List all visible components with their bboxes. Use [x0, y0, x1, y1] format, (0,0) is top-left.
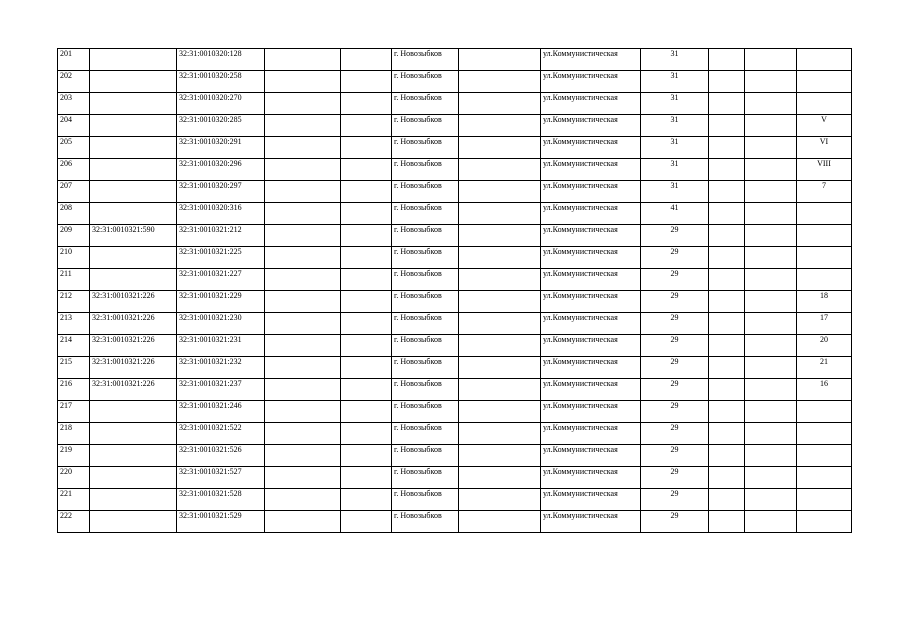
- street-cell: ул.Коммунистическая: [541, 49, 641, 71]
- empty-cell: [341, 115, 392, 137]
- house-number-cell: 41: [641, 203, 709, 225]
- empty-cell: [459, 445, 541, 467]
- table-row: [58, 115, 852, 137]
- empty-cell: [265, 445, 341, 467]
- empty-cell: [265, 49, 341, 71]
- city-cell: г. Новозыбков: [392, 49, 459, 71]
- parent-cadastral-cell: [90, 423, 177, 445]
- parent-cadastral-cell: 32:31:0010321:590: [90, 225, 177, 247]
- empty-cell: [709, 467, 745, 489]
- table-row: [58, 225, 852, 247]
- parent-cadastral-cell: [90, 49, 177, 71]
- empty-cell: [709, 181, 745, 203]
- empty-cell: [459, 203, 541, 225]
- table-row: [58, 203, 852, 225]
- row-number-cell: 206: [58, 159, 90, 181]
- empty-cell: [709, 203, 745, 225]
- empty-cell: [745, 357, 797, 379]
- empty-cell: [341, 401, 392, 423]
- house-number-cell: 29: [641, 401, 709, 423]
- city-cell: г. Новозыбков: [392, 357, 459, 379]
- empty-cell: [341, 423, 392, 445]
- empty-cell: [459, 71, 541, 93]
- empty-cell: [265, 489, 341, 511]
- room-number-cell: [797, 71, 852, 93]
- street-cell: ул.Коммунистическая: [541, 423, 641, 445]
- cadastral-number-cell: 32:31:0010320:296: [177, 159, 265, 181]
- empty-cell: [709, 423, 745, 445]
- city-cell: г. Новозыбков: [392, 159, 459, 181]
- empty-cell: [341, 247, 392, 269]
- row-number-cell: 222: [58, 511, 90, 533]
- room-number-cell: [797, 247, 852, 269]
- empty-cell: [709, 357, 745, 379]
- street-cell: ул.Коммунистическая: [541, 467, 641, 489]
- room-number-cell: [797, 489, 852, 511]
- empty-cell: [745, 247, 797, 269]
- parent-cadastral-cell: [90, 269, 177, 291]
- street-cell: ул.Коммунистическая: [541, 93, 641, 115]
- row-number-cell: 219: [58, 445, 90, 467]
- row-number-cell: 205: [58, 137, 90, 159]
- street-cell: ул.Коммунистическая: [541, 203, 641, 225]
- street-cell: ул.Коммунистическая: [541, 401, 641, 423]
- row-number-cell: 213: [58, 313, 90, 335]
- street-cell: ул.Коммунистическая: [541, 291, 641, 313]
- house-number-cell: 31: [641, 71, 709, 93]
- empty-cell: [459, 291, 541, 313]
- room-number-cell: 21: [797, 357, 852, 379]
- cadastral-number-cell: 32:31:0010321:528: [177, 489, 265, 511]
- table-row: [58, 357, 852, 379]
- empty-cell: [341, 159, 392, 181]
- parent-cadastral-cell: 32:31:0010321:226: [90, 357, 177, 379]
- room-number-cell: VI: [797, 137, 852, 159]
- empty-cell: [265, 401, 341, 423]
- street-cell: ул.Коммунистическая: [541, 181, 641, 203]
- empty-cell: [745, 203, 797, 225]
- empty-cell: [745, 93, 797, 115]
- empty-cell: [745, 335, 797, 357]
- cadastral-number-cell: 32:31:0010321:212: [177, 225, 265, 247]
- empty-cell: [709, 511, 745, 533]
- table-row: [58, 269, 852, 291]
- street-cell: ул.Коммунистическая: [541, 489, 641, 511]
- empty-cell: [745, 489, 797, 511]
- street-cell: ул.Коммунистическая: [541, 247, 641, 269]
- house-number-cell: 29: [641, 467, 709, 489]
- house-number-cell: 31: [641, 115, 709, 137]
- table-row: [58, 137, 852, 159]
- house-number-cell: 29: [641, 357, 709, 379]
- street-cell: ул.Коммунистическая: [541, 71, 641, 93]
- empty-cell: [745, 269, 797, 291]
- street-cell: ул.Коммунистическая: [541, 445, 641, 467]
- parent-cadastral-cell: [90, 445, 177, 467]
- empty-cell: [745, 225, 797, 247]
- parent-cadastral-cell: 32:31:0010321:226: [90, 313, 177, 335]
- city-cell: г. Новозыбков: [392, 71, 459, 93]
- city-cell: г. Новозыбков: [392, 401, 459, 423]
- city-cell: г. Новозыбков: [392, 269, 459, 291]
- empty-cell: [709, 379, 745, 401]
- parent-cadastral-cell: [90, 203, 177, 225]
- empty-cell: [745, 313, 797, 335]
- empty-cell: [265, 357, 341, 379]
- empty-cell: [745, 445, 797, 467]
- cadastral-number-cell: 32:31:0010321:227: [177, 269, 265, 291]
- cadastral-number-cell: 32:31:0010320:258: [177, 71, 265, 93]
- cadastral-number-cell: 32:31:0010321:529: [177, 511, 265, 533]
- empty-cell: [709, 291, 745, 313]
- row-number-cell: 216: [58, 379, 90, 401]
- house-number-cell: 29: [641, 269, 709, 291]
- parent-cadastral-cell: [90, 93, 177, 115]
- empty-cell: [709, 445, 745, 467]
- cadastral-number-cell: 32:31:0010321:526: [177, 445, 265, 467]
- table-row: [58, 291, 852, 313]
- city-cell: г. Новозыбков: [392, 467, 459, 489]
- city-cell: г. Новозыбков: [392, 291, 459, 313]
- city-cell: г. Новозыбков: [392, 313, 459, 335]
- table-row: [58, 511, 852, 533]
- table-row: [58, 93, 852, 115]
- row-number-cell: 220: [58, 467, 90, 489]
- empty-cell: [459, 313, 541, 335]
- house-number-cell: 29: [641, 335, 709, 357]
- room-number-cell: 18: [797, 291, 852, 313]
- house-number-cell: 31: [641, 137, 709, 159]
- cadastral-number-cell: 32:31:0010321:246: [177, 401, 265, 423]
- empty-cell: [745, 181, 797, 203]
- row-number-cell: 201: [58, 49, 90, 71]
- empty-cell: [341, 291, 392, 313]
- empty-cell: [341, 93, 392, 115]
- city-cell: г. Новозыбков: [392, 335, 459, 357]
- parent-cadastral-cell: [90, 137, 177, 159]
- parent-cadastral-cell: [90, 489, 177, 511]
- empty-cell: [709, 71, 745, 93]
- table-row: [58, 335, 852, 357]
- empty-cell: [265, 379, 341, 401]
- empty-cell: [459, 511, 541, 533]
- empty-cell: [459, 181, 541, 203]
- street-cell: ул.Коммунистическая: [541, 379, 641, 401]
- empty-cell: [745, 423, 797, 445]
- parent-cadastral-cell: [90, 511, 177, 533]
- house-number-cell: 29: [641, 511, 709, 533]
- empty-cell: [459, 401, 541, 423]
- cadastral-number-cell: 32:31:0010320:285: [177, 115, 265, 137]
- city-cell: г. Новозыбков: [392, 489, 459, 511]
- empty-cell: [265, 203, 341, 225]
- cadastral-number-cell: 32:31:0010321:229: [177, 291, 265, 313]
- empty-cell: [459, 489, 541, 511]
- room-number-cell: 20: [797, 335, 852, 357]
- empty-cell: [265, 511, 341, 533]
- row-number-cell: 209: [58, 225, 90, 247]
- empty-cell: [341, 445, 392, 467]
- row-number-cell: 208: [58, 203, 90, 225]
- room-number-cell: [797, 225, 852, 247]
- table-row: [58, 467, 852, 489]
- cadastral-number-cell: 32:31:0010321:225: [177, 247, 265, 269]
- empty-cell: [709, 313, 745, 335]
- row-number-cell: 214: [58, 335, 90, 357]
- empty-cell: [265, 159, 341, 181]
- city-cell: г. Новозыбков: [392, 423, 459, 445]
- house-number-cell: 31: [641, 159, 709, 181]
- empty-cell: [459, 115, 541, 137]
- empty-cell: [341, 379, 392, 401]
- empty-cell: [459, 93, 541, 115]
- empty-cell: [745, 467, 797, 489]
- empty-cell: [265, 335, 341, 357]
- table-row: [58, 401, 852, 423]
- empty-cell: [745, 49, 797, 71]
- city-cell: г. Новозыбков: [392, 379, 459, 401]
- empty-cell: [745, 115, 797, 137]
- empty-cell: [265, 467, 341, 489]
- row-number-cell: 211: [58, 269, 90, 291]
- room-number-cell: [797, 467, 852, 489]
- room-number-cell: VIII: [797, 159, 852, 181]
- room-number-cell: [797, 49, 852, 71]
- room-number-cell: 17: [797, 313, 852, 335]
- cadastral-number-cell: 32:31:0010321:232: [177, 357, 265, 379]
- empty-cell: [745, 291, 797, 313]
- street-cell: ул.Коммунистическая: [541, 511, 641, 533]
- row-number-cell: 221: [58, 489, 90, 511]
- street-cell: ул.Коммунистическая: [541, 335, 641, 357]
- empty-cell: [709, 225, 745, 247]
- empty-cell: [459, 225, 541, 247]
- row-number-cell: 202: [58, 71, 90, 93]
- city-cell: г. Новозыбков: [392, 115, 459, 137]
- street-cell: ул.Коммунистическая: [541, 269, 641, 291]
- city-cell: г. Новозыбков: [392, 225, 459, 247]
- table-row: [58, 181, 852, 203]
- street-cell: ул.Коммунистическая: [541, 115, 641, 137]
- parent-cadastral-cell: [90, 71, 177, 93]
- empty-cell: [341, 137, 392, 159]
- empty-cell: [459, 379, 541, 401]
- empty-cell: [341, 313, 392, 335]
- room-number-cell: [797, 269, 852, 291]
- city-cell: г. Новозыбков: [392, 203, 459, 225]
- empty-cell: [341, 181, 392, 203]
- register-table: [57, 48, 852, 533]
- parent-cadastral-cell: [90, 401, 177, 423]
- empty-cell: [265, 71, 341, 93]
- row-number-cell: 210: [58, 247, 90, 269]
- empty-cell: [745, 159, 797, 181]
- empty-cell: [265, 181, 341, 203]
- empty-cell: [341, 71, 392, 93]
- table-row: [58, 423, 852, 445]
- house-number-cell: 29: [641, 489, 709, 511]
- house-number-cell: 29: [641, 445, 709, 467]
- empty-cell: [341, 49, 392, 71]
- empty-cell: [745, 137, 797, 159]
- parent-cadastral-cell: [90, 467, 177, 489]
- cadastral-number-cell: 32:31:0010320:297: [177, 181, 265, 203]
- house-number-cell: 29: [641, 225, 709, 247]
- empty-cell: [341, 357, 392, 379]
- house-number-cell: 31: [641, 93, 709, 115]
- house-number-cell: 29: [641, 313, 709, 335]
- room-number-cell: 16: [797, 379, 852, 401]
- empty-cell: [265, 423, 341, 445]
- room-number-cell: [797, 401, 852, 423]
- row-number-cell: 204: [58, 115, 90, 137]
- empty-cell: [459, 423, 541, 445]
- cadastral-number-cell: 32:31:0010320:316: [177, 203, 265, 225]
- street-cell: ул.Коммунистическая: [541, 159, 641, 181]
- empty-cell: [709, 137, 745, 159]
- empty-cell: [459, 269, 541, 291]
- empty-cell: [709, 335, 745, 357]
- room-number-cell: [797, 445, 852, 467]
- empty-cell: [745, 401, 797, 423]
- empty-cell: [341, 467, 392, 489]
- empty-cell: [265, 269, 341, 291]
- street-cell: ул.Коммунистическая: [541, 357, 641, 379]
- empty-cell: [709, 115, 745, 137]
- parent-cadastral-cell: [90, 159, 177, 181]
- empty-cell: [459, 49, 541, 71]
- empty-cell: [341, 489, 392, 511]
- city-cell: г. Новозыбков: [392, 93, 459, 115]
- parent-cadastral-cell: [90, 115, 177, 137]
- house-number-cell: 29: [641, 247, 709, 269]
- cadastral-number-cell: 32:31:0010321:230: [177, 313, 265, 335]
- row-number-cell: 217: [58, 401, 90, 423]
- house-number-cell: 29: [641, 423, 709, 445]
- cadastral-number-cell: 32:31:0010321:231: [177, 335, 265, 357]
- table-row: [58, 445, 852, 467]
- empty-cell: [709, 401, 745, 423]
- city-cell: г. Новозыбков: [392, 511, 459, 533]
- city-cell: г. Новозыбков: [392, 445, 459, 467]
- empty-cell: [265, 93, 341, 115]
- parent-cadastral-cell: 32:31:0010321:226: [90, 379, 177, 401]
- house-number-cell: 31: [641, 49, 709, 71]
- room-number-cell: [797, 423, 852, 445]
- empty-cell: [265, 247, 341, 269]
- empty-cell: [341, 335, 392, 357]
- city-cell: г. Новозыбков: [392, 247, 459, 269]
- cadastral-number-cell: 32:31:0010320:128: [177, 49, 265, 71]
- street-cell: ул.Коммунистическая: [541, 137, 641, 159]
- street-cell: ул.Коммунистическая: [541, 225, 641, 247]
- parent-cadastral-cell: [90, 181, 177, 203]
- room-number-cell: [797, 511, 852, 533]
- parent-cadastral-cell: 32:31:0010321:226: [90, 291, 177, 313]
- empty-cell: [265, 137, 341, 159]
- room-number-cell: 7: [797, 181, 852, 203]
- table-row: [58, 313, 852, 335]
- register-table-body: [58, 49, 852, 533]
- empty-cell: [745, 511, 797, 533]
- row-number-cell: 218: [58, 423, 90, 445]
- empty-cell: [709, 247, 745, 269]
- empty-cell: [709, 159, 745, 181]
- street-cell: ул.Коммунистическая: [541, 313, 641, 335]
- empty-cell: [459, 335, 541, 357]
- empty-cell: [709, 49, 745, 71]
- empty-cell: [341, 225, 392, 247]
- room-number-cell: V: [797, 115, 852, 137]
- room-number-cell: [797, 203, 852, 225]
- empty-cell: [265, 115, 341, 137]
- empty-cell: [459, 247, 541, 269]
- empty-cell: [265, 225, 341, 247]
- empty-cell: [341, 203, 392, 225]
- parent-cadastral-cell: [90, 247, 177, 269]
- table-row: [58, 247, 852, 269]
- house-number-cell: 31: [641, 181, 709, 203]
- empty-cell: [265, 291, 341, 313]
- house-number-cell: 29: [641, 291, 709, 313]
- city-cell: г. Новозыбков: [392, 137, 459, 159]
- empty-cell: [459, 159, 541, 181]
- empty-cell: [709, 269, 745, 291]
- empty-cell: [265, 313, 341, 335]
- table-row: [58, 489, 852, 511]
- empty-cell: [709, 93, 745, 115]
- empty-cell: [709, 489, 745, 511]
- parent-cadastral-cell: 32:31:0010321:226: [90, 335, 177, 357]
- city-cell: г. Новозыбков: [392, 181, 459, 203]
- empty-cell: [459, 137, 541, 159]
- cadastral-number-cell: 32:31:0010320:291: [177, 137, 265, 159]
- empty-cell: [459, 467, 541, 489]
- row-number-cell: 203: [58, 93, 90, 115]
- row-number-cell: 212: [58, 291, 90, 313]
- cadastral-number-cell: 32:31:0010320:270: [177, 93, 265, 115]
- table-row: [58, 71, 852, 93]
- empty-cell: [341, 269, 392, 291]
- row-number-cell: 215: [58, 357, 90, 379]
- empty-cell: [341, 511, 392, 533]
- room-number-cell: [797, 93, 852, 115]
- cadastral-number-cell: 32:31:0010321:527: [177, 467, 265, 489]
- row-number-cell: 207: [58, 181, 90, 203]
- house-number-cell: 29: [641, 379, 709, 401]
- table-row: [58, 379, 852, 401]
- empty-cell: [745, 379, 797, 401]
- empty-cell: [745, 71, 797, 93]
- empty-cell: [459, 357, 541, 379]
- table-row: [58, 159, 852, 181]
- table-row: [58, 49, 852, 71]
- cadastral-number-cell: 32:31:0010321:522: [177, 423, 265, 445]
- cadastral-number-cell: 32:31:0010321:237: [177, 379, 265, 401]
